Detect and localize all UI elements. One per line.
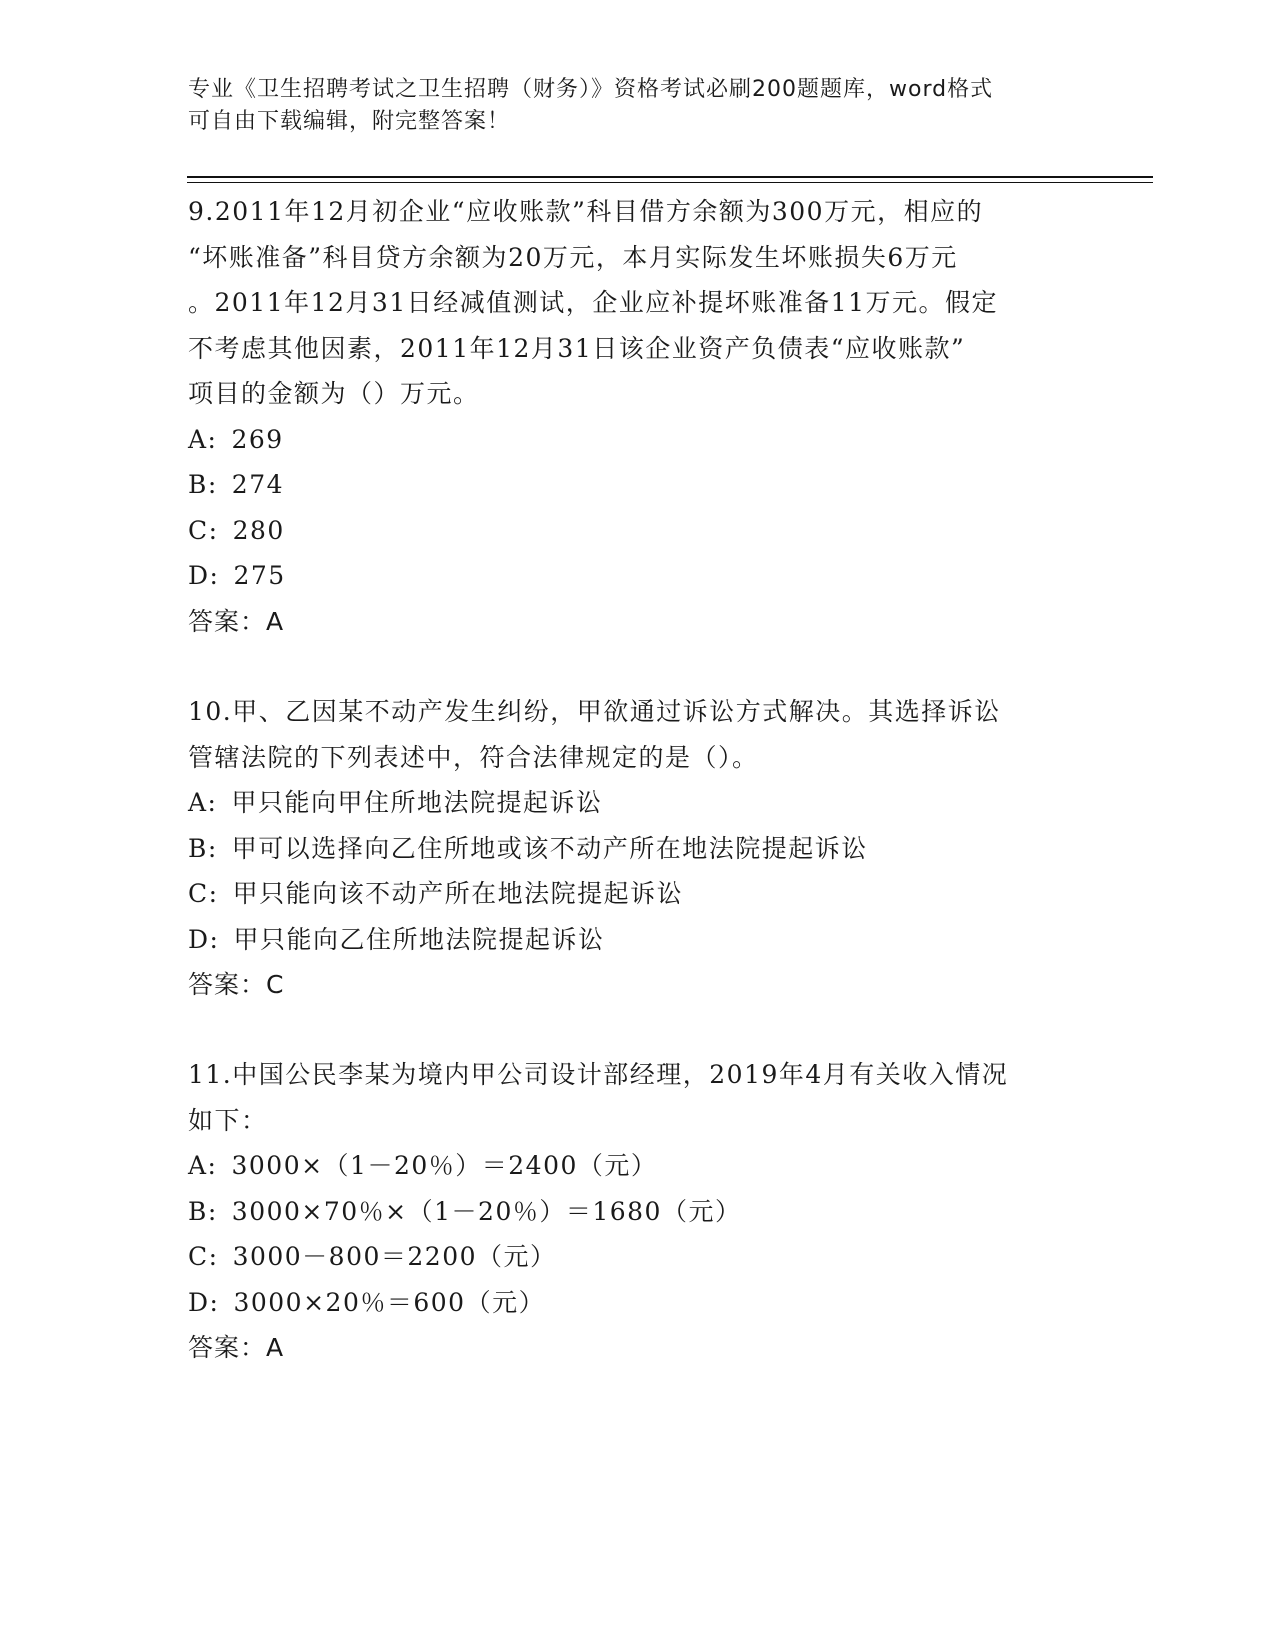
stem-line: 10.甲、乙因某不动产发生纠纷，甲欲通过诉讼方式解决。其选择诉讼 bbox=[188, 697, 1001, 726]
stem-line: 管辖法院的下列表述中，符合法律规定的是（）。 bbox=[188, 742, 759, 772]
option-text: 甲只能向乙住所地法院提起诉讼 bbox=[233, 924, 605, 954]
stem-line: 项目的金额为（）万元。 bbox=[188, 379, 480, 408]
option-letter: C: bbox=[188, 879, 219, 908]
header-line-2: 可自由下载编辑，附完整答案！ bbox=[188, 109, 511, 134]
question-stem bbox=[188, 189, 1088, 417]
option-a bbox=[188, 1143, 1088, 1189]
stem-line: “坏账准备”科目贷方余额为20万元，本月实际发生坏账损失6万元 bbox=[188, 242, 958, 272]
option-text: 274 bbox=[231, 470, 285, 499]
document-header bbox=[188, 74, 1088, 138]
header-divider-thin bbox=[187, 182, 1153, 183]
option-a bbox=[188, 417, 1088, 463]
question-11 bbox=[188, 1052, 1088, 1371]
option-text: 3000×（1－20％）＝2400（元） bbox=[231, 1151, 658, 1180]
question-9 bbox=[188, 189, 1088, 644]
option-letter: B: bbox=[188, 833, 218, 863]
option-c bbox=[188, 1234, 1088, 1280]
answer-line: 答案：A bbox=[188, 1333, 285, 1362]
option-b bbox=[188, 826, 1088, 872]
option-text: 3000×70％×（1－20％）＝1680（元） bbox=[231, 1196, 742, 1226]
option-letter: A: bbox=[188, 788, 218, 817]
option-d bbox=[188, 917, 1088, 963]
stem-line: 9.2011年12月初企业“应收账款”科目借方余额为300万元，相应的 bbox=[188, 197, 984, 226]
option-text: 甲可以选择向乙住所地或该不动产所在地法院提起诉讼 bbox=[231, 833, 868, 863]
option-d bbox=[188, 1280, 1088, 1326]
option-letter: A: bbox=[188, 424, 218, 454]
option-letter: A: bbox=[188, 1151, 218, 1180]
header-divider-thick bbox=[187, 176, 1153, 178]
option-text: 3000×20％＝600（元） bbox=[233, 1287, 546, 1317]
option-letter: B: bbox=[188, 1196, 218, 1226]
option-letter: D: bbox=[188, 1287, 220, 1317]
question-stem bbox=[188, 1052, 1088, 1143]
stem-line: 不考虑其他因素，2011年12月31日该企业资产负债表“应收账款” bbox=[188, 333, 966, 363]
option-b bbox=[188, 462, 1088, 508]
option-text: 甲只能向该不动产所在地法院提起诉讼 bbox=[232, 879, 684, 908]
question-stem bbox=[188, 689, 1088, 780]
option-a bbox=[188, 780, 1088, 826]
option-letter: B: bbox=[188, 470, 218, 499]
option-text: 3000－800＝2200（元） bbox=[232, 1242, 557, 1271]
option-b bbox=[188, 1189, 1088, 1235]
option-c bbox=[188, 508, 1088, 554]
option-letter: D: bbox=[188, 924, 220, 954]
stem-line: 11.中国公民李某为境内甲公司设计部经理，2019年4月有关收入情况 bbox=[188, 1060, 1009, 1089]
stem-line: 。2011年12月31日经减值测试，企业应补提坏账准备11万元。假定 bbox=[188, 288, 999, 317]
answer-line: 答案：C bbox=[188, 970, 285, 999]
answer-line: 答案：A bbox=[188, 606, 285, 636]
option-letter: C: bbox=[188, 1242, 219, 1271]
option-d bbox=[188, 553, 1088, 599]
option-text: 269 bbox=[231, 424, 284, 454]
option-letter: D: bbox=[188, 561, 220, 590]
option-c bbox=[188, 871, 1088, 917]
option-text: 275 bbox=[233, 561, 286, 590]
stem-line: 如下： bbox=[188, 1105, 268, 1135]
question-10 bbox=[188, 689, 1088, 1008]
header-line-1: 专业《卫生招聘考试之卫生招聘（财务）》资格考试必刷200题题库，word格式 bbox=[188, 77, 994, 102]
option-letter: C: bbox=[188, 515, 219, 545]
option-text: 280 bbox=[232, 515, 285, 545]
option-text: 甲只能向甲住所地法院提起诉讼 bbox=[231, 788, 603, 817]
